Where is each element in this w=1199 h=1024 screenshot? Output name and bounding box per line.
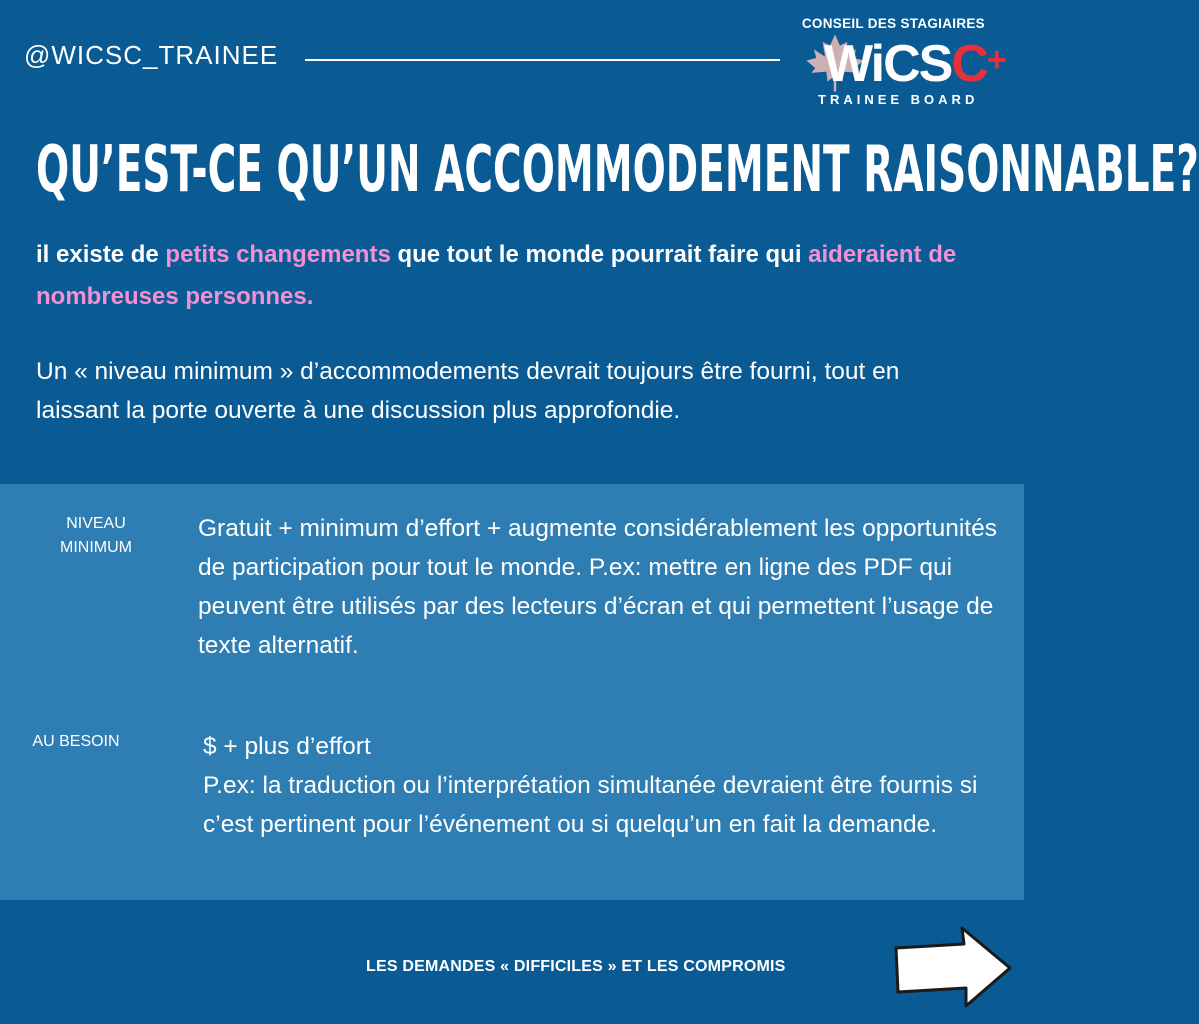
intro-text: il existe de petits changements que tout le monde pourrait faire qui aideraient de nombreuses personnes. bbox=[36, 241, 957, 310]
level-label-minimum: NIVEAU MINIMUM bbox=[60, 515, 132, 556]
header-divider bbox=[305, 59, 780, 61]
minimum-level-paragraph: Un « niveau minimum » d’accommodements devrait toujours être fourni, tout en laissant la porte ouverte à une discussion plus approfondie. bbox=[36, 358, 900, 424]
level-minimum-text: Gratuit + minimum d’effort + augmente considérablement les opportunités de participation pour tout le monde. P.ex: mettre en ligne des PDF qui peuvent être utilisés par des lecteurs d’écran et qui permettent l’usage de texte alternatif. bbox=[198, 515, 997, 659]
level-as-needed-text: $ + plus d’effort P.ex: la traduction ou l’interprétation simultanée devraient être fournis si c’est pertinent pour l’événement ou si quelqu’un en fait la demande. bbox=[203, 733, 978, 838]
arrow-right-icon[interactable] bbox=[892, 924, 1014, 1010]
level-label-as-needed: AU BESOIN bbox=[32, 733, 120, 750]
page-title: QU’EST-CE QU’UN ACCOMMODEMENT RAISONNABLE? bbox=[36, 133, 1199, 207]
highlight-small-changes: petits changements bbox=[165, 241, 391, 268]
logo-top-text: CONSEIL DES STAGIAIRES bbox=[801, 16, 985, 31]
next-topic-label[interactable]: LES DEMANDES « DIFFICILES » ET LES COMPROMIS bbox=[366, 958, 786, 975]
highlight-help-many: aideraient de nombreuses personnes. bbox=[36, 241, 957, 310]
logo-bottom-text: TRAINEE BOARD bbox=[818, 92, 979, 107]
logo-wordmark: WiCSC+ bbox=[824, 35, 1005, 93]
wicsc-logo bbox=[800, 14, 1015, 114]
social-handle: @WICSC_TRAINEE bbox=[24, 40, 279, 70]
